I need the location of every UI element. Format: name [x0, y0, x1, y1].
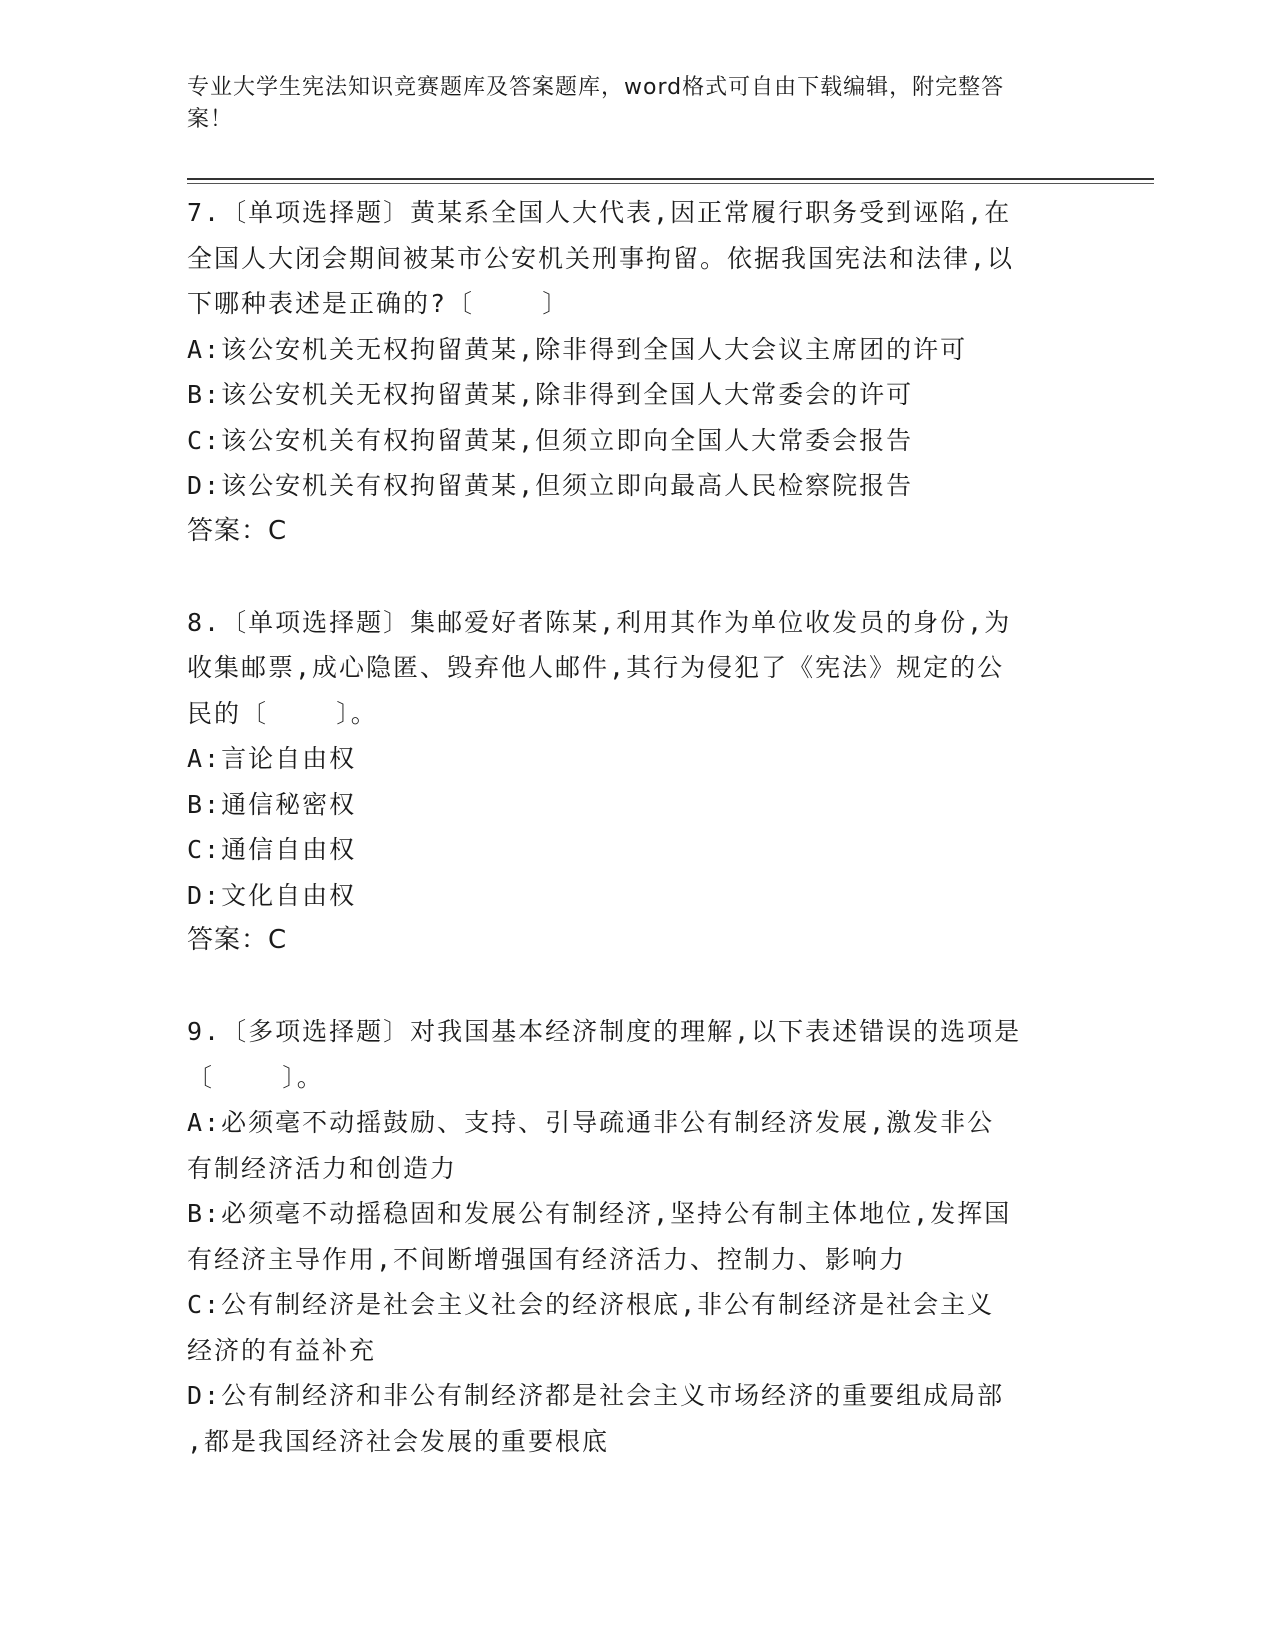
- option-line: ,都是我国经济社会发展的重要根底: [187, 1426, 610, 1456]
- question-stem-line: 收集邮票,成心隐匿、毁弃他人邮件,其行为侵犯了《宪法》规定的公: [187, 653, 1005, 682]
- question-stem-line: 全国人大闭会期间被某市公安机关刑事拘留。依据我国宪法和法律,以: [187, 243, 1015, 273]
- question-block: [187, 190, 1087, 554]
- question-block: [187, 600, 1087, 964]
- header-line-1: 专业大学生宪法知识竞赛题库及答案题库，word格式可自由下载编辑，附完整答: [187, 75, 1005, 100]
- option-line: B:通信秘密权: [187, 789, 357, 819]
- answer-line: 答案：C: [187, 925, 288, 955]
- question-block: [187, 1009, 1087, 1464]
- option-line: A:言论自由权: [187, 744, 357, 773]
- option-line: D:公有制经济和非公有制经济都是社会主义市场经济的重要组成局部: [187, 1381, 1005, 1410]
- question-spacer: [187, 964, 1087, 1010]
- option-line: D:该公安机关有权拘留黄某,但须立即向最高人民检察院报告: [187, 471, 914, 500]
- question-stem-line: 下哪种表述是正确的?〔 〕: [187, 289, 570, 318]
- question-stem-line: 7.〔单项选择题〕黄某系全国人大代表,因正常履行职务受到诬陷,在: [187, 198, 1012, 227]
- question-stem-line: 8.〔单项选择题〕集邮爱好者陈某,利用其作为单位收发员的身份,为: [187, 607, 1012, 637]
- question-stem-line: 〔 〕。: [187, 1062, 324, 1092]
- header-divider-thick: [187, 178, 1154, 180]
- question-stem-line: 9.〔多项选择题〕对我国基本经济制度的理解,以下表述错误的选项是: [187, 1017, 1022, 1046]
- option-line: C:公有制经济是社会主义社会的经济根底,非公有制经济是社会主义: [187, 1290, 995, 1319]
- option-line: A:该公安机关无权拘留黄某,除非得到全国人大会议主席团的许可: [187, 334, 968, 364]
- option-line: 经济的有益补充: [187, 1335, 377, 1365]
- header-divider-thin: [187, 183, 1154, 184]
- option-line: A:必须毫不动摇鼓励、支持、引导疏通非公有制经济发展,激发非公: [187, 1108, 995, 1137]
- question-list: [187, 190, 1087, 1464]
- header-line-2: 案！: [187, 107, 234, 132]
- option-line: D:文化自由权: [187, 880, 357, 910]
- option-line: 有经济主导作用,不间断增强国有经济活力、控制力、影响力: [187, 1244, 907, 1274]
- answer-line: 答案：C: [187, 515, 288, 546]
- option-line: C:通信自由权: [187, 835, 357, 864]
- question-stem-line: 民的〔 〕。: [187, 698, 378, 728]
- option-line: C:该公安机关有权拘留黄某,但须立即向全国人大常委会报告: [187, 425, 914, 455]
- document-header: [187, 72, 1067, 136]
- option-line: 有制经济活力和创造力: [187, 1153, 458, 1183]
- option-line: B:必须毫不动摇稳固和发展公有制经济,坚持公有制主体地位,发挥国: [187, 1199, 1012, 1228]
- option-line: B:该公安机关无权拘留黄某,除非得到全国人大常委会的许可: [187, 380, 914, 409]
- question-spacer: [187, 554, 1087, 600]
